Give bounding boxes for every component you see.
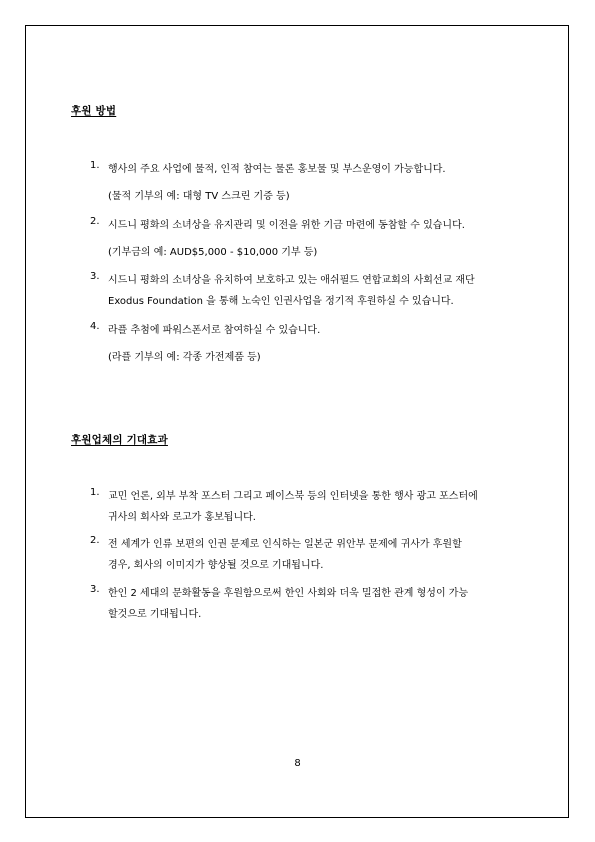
list-item-text: 전 세계가 인류 보편의 인권 문제로 인식하는 일본군 위안부 문제에 귀사가 후원할 [108, 539, 462, 550]
page-border [25, 25, 569, 818]
list-item-number: 3. [90, 271, 100, 282]
list-item-text: 라플 추첨에 파워스폰서로 참여하실 수 있습니다. [108, 325, 321, 336]
list-item-number: 2. [90, 216, 100, 227]
section-heading-expected-effects: 후원업체의 기대효과 [71, 434, 168, 446]
list-item-text: 한인 2 세대의 문화활동을 후원함으로써 한인 사회와 더욱 밀접한 관계 형성이 가능 [108, 588, 469, 599]
list-item-number: 1. [90, 160, 100, 171]
list-item-number: 3. [90, 584, 100, 595]
list-item-text: Exodus Foundation 을 통해 노숙인 인권사업을 정기적 후원하실 수 있습니다. [108, 296, 454, 307]
section-heading-sponsorship-methods: 후원 방법 [71, 105, 117, 117]
list-item-text: 시드니 평화의 소녀상을 유지관리 및 이전을 위한 기금 마련에 동참할 수 있습니다. [108, 220, 465, 231]
list-item-text: 경우, 회사의 이미지가 향상될 것으로 기대됩니다. [108, 560, 324, 571]
list-item-text: 교민 언론, 외부 부착 포스터 그리고 페이스북 등의 인터넷을 통한 행사 광고 포스터에 [108, 491, 478, 502]
list-item-note: (라플 기부의 예: 각종 가전제품 등) [108, 352, 261, 363]
list-item-number: 2. [90, 535, 100, 546]
page-number: 8 [294, 758, 301, 769]
list-item-note: (물적 기부의 예: 대형 TV 스크린 기증 등) [108, 191, 290, 202]
list-item-text: 시드니 평화의 소녀상을 유치하여 보호하고 있는 애쉬필드 연합교회의 사회선교 재단 [108, 275, 475, 286]
list-item-number: 4. [90, 321, 100, 332]
list-item-text: 행사의 주요 사업에 물적, 인적 참여는 물론 홍보물 및 부스운영이 가능합니다. [108, 164, 446, 175]
list-item-note: (기부금의 예: AUD$5,000 - $10,000 기부 등) [108, 247, 318, 258]
list-item-number: 1. [90, 487, 100, 498]
list-item-text: 귀사의 회사와 로고가 홍보됩니다. [108, 512, 256, 523]
list-item-text: 할것으로 기대됩니다. [108, 609, 202, 620]
